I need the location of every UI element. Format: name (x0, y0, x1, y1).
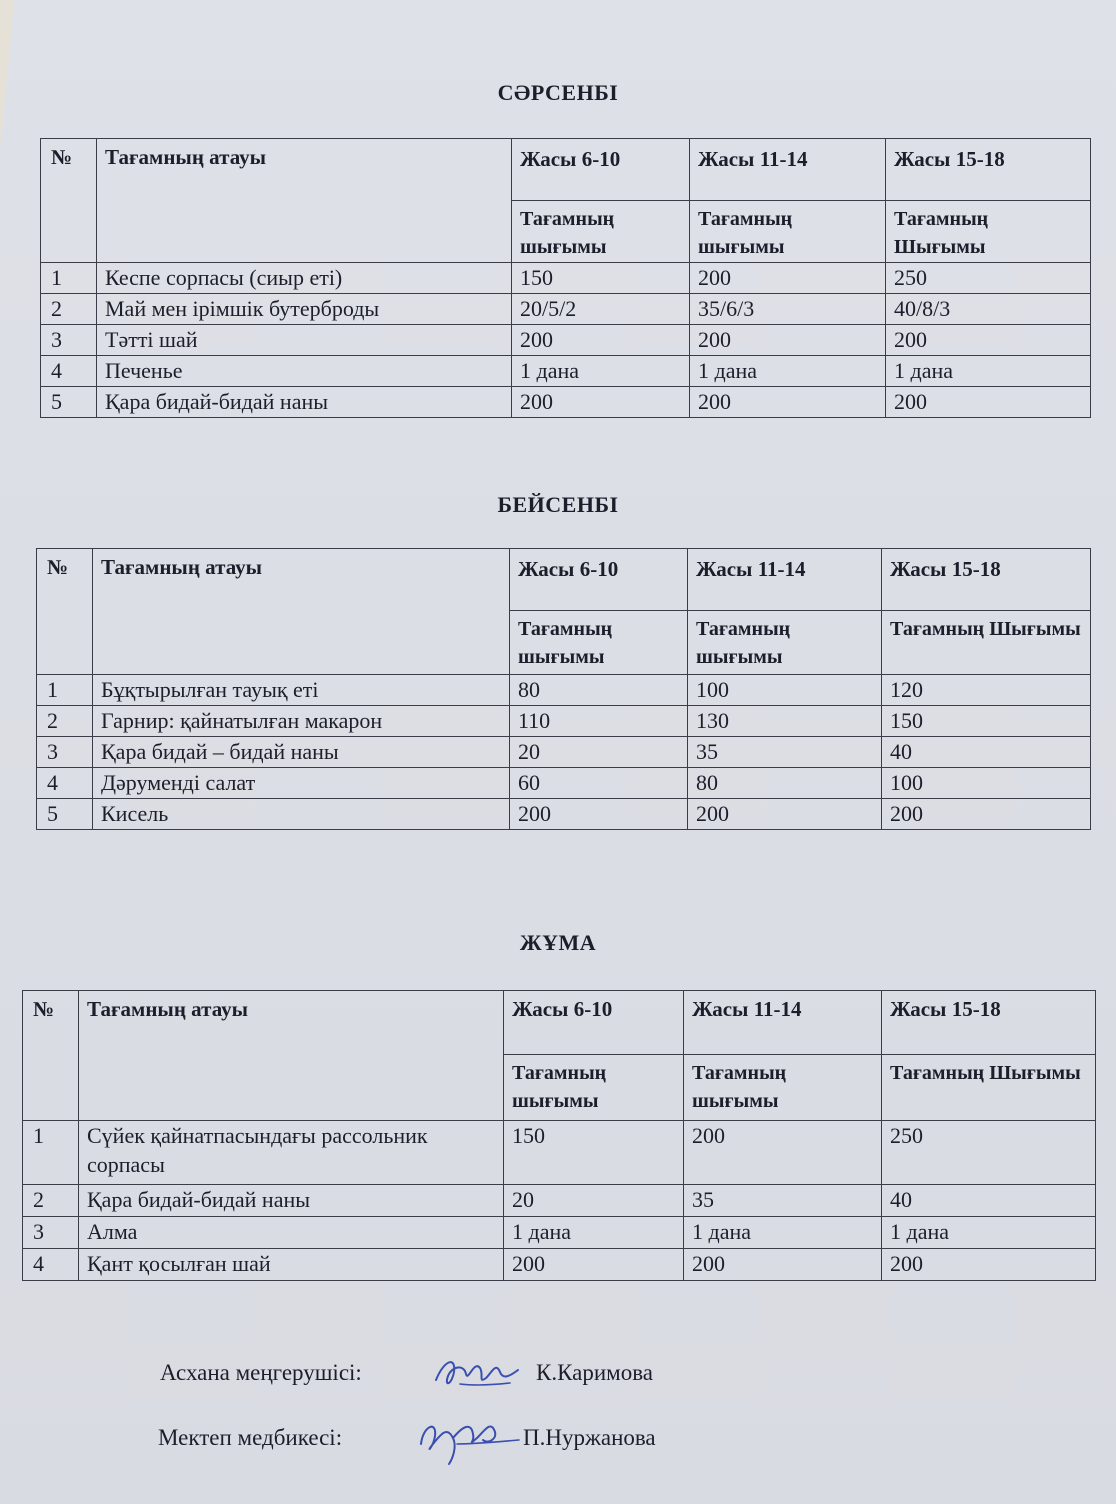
yield-6-10: 20 (510, 737, 688, 768)
row-number: 1 (37, 675, 93, 706)
row-number: 3 (23, 1217, 79, 1249)
row-number: 5 (37, 799, 93, 830)
dish-name: Қара бидай-бидай наны (97, 387, 512, 418)
signatory-name: К.Каримова (536, 1360, 653, 1385)
column-dish-name: Тағамның атауы (93, 549, 510, 675)
yield-15-18: 40 (882, 1185, 1096, 1217)
dish-name: Дәруменді салат (93, 768, 510, 799)
row-number: 4 (41, 356, 97, 387)
yield-11-14: 80 (688, 768, 882, 799)
column-age-6-10: Жасы 6-10 (510, 549, 688, 611)
yield-15-18: 200 (886, 387, 1091, 418)
table-row (41, 294, 1091, 325)
dish-name: Тәтті шай (97, 325, 512, 356)
yield-6-10: 1 дана (512, 356, 690, 387)
handwritten-signature-icon (430, 1350, 526, 1396)
column-yield: Тағамның шығымы (504, 1055, 684, 1121)
yield-15-18: 150 (882, 706, 1091, 737)
yield-6-10: 1 дана (504, 1217, 684, 1249)
paper-corner (0, 0, 14, 150)
column-yield: Тағамның шығымы (688, 611, 882, 675)
table-row (37, 675, 1091, 706)
yield-15-18: 100 (882, 768, 1091, 799)
column-age-11-14: Жасы 11-14 (688, 549, 882, 611)
yield-11-14: 200 (690, 325, 886, 356)
table-row (37, 706, 1091, 737)
yield-15-18: 40 (882, 737, 1091, 768)
table-row (23, 1185, 1096, 1217)
handwritten-signature-icon (413, 1408, 523, 1468)
yield-15-18: 120 (882, 675, 1091, 706)
yield-6-10: 200 (510, 799, 688, 830)
signature-line-school-nurse (158, 1408, 656, 1468)
dish-name: Алма (79, 1217, 504, 1249)
column-dish-name: Тағамның атауы (97, 139, 512, 263)
table-row (23, 1217, 1096, 1249)
yield-11-14: 1 дана (684, 1217, 882, 1249)
yield-11-14: 200 (684, 1121, 882, 1185)
yield-6-10: 20/5/2 (512, 294, 690, 325)
yield-15-18: 250 (886, 263, 1091, 294)
table-row (41, 263, 1091, 294)
yield-6-10: 60 (510, 768, 688, 799)
day-title-friday: ЖҰМА (519, 930, 597, 955)
row-number: 4 (23, 1249, 79, 1281)
dish-name: Печенье (97, 356, 512, 387)
yield-11-14: 100 (688, 675, 882, 706)
yield-15-18: 200 (882, 799, 1091, 830)
row-number: 1 (23, 1121, 79, 1185)
yield-6-10: 80 (510, 675, 688, 706)
menu-table-wednesday (40, 138, 1091, 418)
column-dish-name: Тағамның атауы (79, 991, 504, 1121)
yield-11-14: 1 дана (690, 356, 886, 387)
column-age-11-14: Жасы 11-14 (684, 991, 882, 1055)
row-number: 4 (37, 768, 93, 799)
dish-name: Қант қосылған шай (79, 1249, 504, 1281)
table-row (37, 799, 1091, 830)
row-number: 2 (23, 1185, 79, 1217)
yield-6-10: 110 (510, 706, 688, 737)
menu-table-thursday (36, 548, 1091, 830)
table-header-row (41, 139, 1091, 201)
column-number: № (41, 139, 97, 263)
yield-6-10: 200 (504, 1249, 684, 1281)
column-yield: Тағамның Шығымы (886, 201, 1091, 263)
table-row (41, 387, 1091, 418)
row-number: 1 (41, 263, 97, 294)
table-header-row (23, 991, 1096, 1055)
yield-11-14: 35 (684, 1185, 882, 1217)
dish-name: Бұқтырылған тауық еті (93, 675, 510, 706)
table-header-row (37, 549, 1091, 611)
table-row (41, 325, 1091, 356)
yield-15-18: 200 (882, 1249, 1096, 1281)
signature-label: Мектеп медбикесі: (158, 1425, 343, 1450)
dish-name: Гарнир: қайнатылған макарон (93, 706, 510, 737)
row-number: 2 (37, 706, 93, 737)
yield-15-18: 200 (886, 325, 1091, 356)
signature-line-canteen-head (160, 1350, 653, 1396)
row-number: 3 (37, 737, 93, 768)
row-number: 2 (41, 294, 97, 325)
column-yield: Тағамның шығымы (512, 201, 690, 263)
yield-11-14: 200 (688, 799, 882, 830)
column-age-15-18: Жасы 15-18 (886, 139, 1091, 201)
column-yield: Тағамның Шығымы (882, 611, 1091, 675)
yield-11-14: 200 (690, 387, 886, 418)
yield-6-10: 20 (504, 1185, 684, 1217)
row-number: 5 (41, 387, 97, 418)
column-yield: Тағамның шығымы (510, 611, 688, 675)
dish-name: Сүйек қайнатпасындағы рассольник сорпасы (79, 1121, 504, 1185)
yield-15-18: 1 дана (886, 356, 1091, 387)
row-number: 3 (41, 325, 97, 356)
yield-15-18: 250 (882, 1121, 1096, 1185)
day-title-thursday: БЕЙСЕНБІ (497, 492, 619, 517)
dish-name: Кеспе сорпасы (сиыр еті) (97, 263, 512, 294)
column-number: № (23, 991, 79, 1121)
yield-11-14: 35/6/3 (690, 294, 886, 325)
yield-11-14: 130 (688, 706, 882, 737)
column-age-15-18: Жасы 15-18 (882, 991, 1096, 1055)
yield-11-14: 200 (690, 263, 886, 294)
yield-6-10: 200 (512, 387, 690, 418)
column-age-6-10: Жасы 6-10 (512, 139, 690, 201)
table-row (41, 356, 1091, 387)
table-row (23, 1249, 1096, 1281)
dish-name: Кисель (93, 799, 510, 830)
yield-11-14: 35 (688, 737, 882, 768)
menu-table-friday (22, 990, 1096, 1281)
yield-11-14: 200 (684, 1249, 882, 1281)
dish-name: Қара бидай-бидай наны (79, 1185, 504, 1217)
column-age-15-18: Жасы 15-18 (882, 549, 1091, 611)
yield-6-10: 150 (504, 1121, 684, 1185)
column-age-11-14: Жасы 11-14 (690, 139, 886, 201)
yield-15-18: 40/8/3 (886, 294, 1091, 325)
column-number: № (37, 549, 93, 675)
day-title-wednesday: СӘРСЕНБІ (497, 80, 619, 105)
yield-6-10: 200 (512, 325, 690, 356)
column-yield: Тағамның шығымы (684, 1055, 882, 1121)
column-yield: Тағамның Шығымы (882, 1055, 1096, 1121)
column-yield: Тағамның шығымы (690, 201, 886, 263)
table-row (37, 737, 1091, 768)
yield-15-18: 1 дана (882, 1217, 1096, 1249)
table-row (23, 1121, 1096, 1185)
yield-6-10: 150 (512, 263, 690, 294)
dish-name: Қара бидай – бидай наны (93, 737, 510, 768)
signatory-name: П.Нуржанова (523, 1425, 656, 1450)
signature-label: Асхана меңгерушісі: (160, 1360, 362, 1385)
table-row (37, 768, 1091, 799)
column-age-6-10: Жасы 6-10 (504, 991, 684, 1055)
dish-name: Май мен ірімшік бутерброды (97, 294, 512, 325)
